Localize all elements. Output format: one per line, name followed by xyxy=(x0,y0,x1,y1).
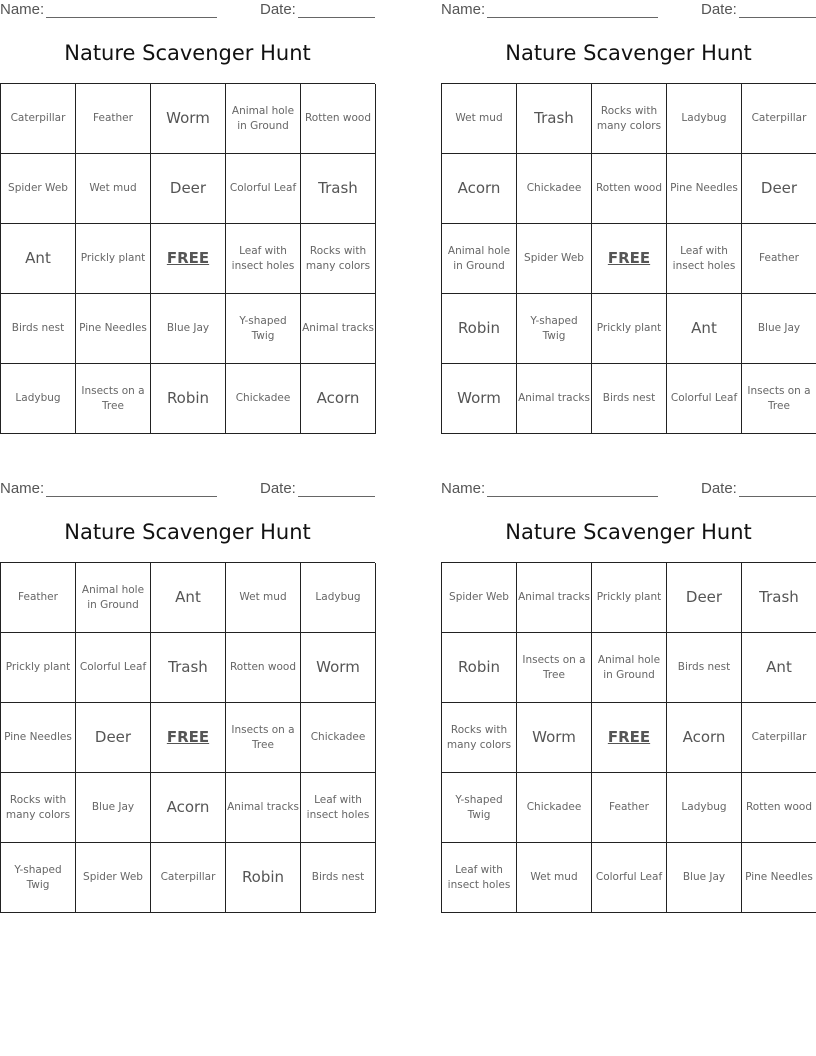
name-date-line xyxy=(0,480,375,500)
bingo-cell: Caterpillar xyxy=(742,84,816,154)
bingo-cell: Acorn xyxy=(151,773,226,843)
bingo-cell: Spider Web xyxy=(517,224,592,294)
name-date-line xyxy=(441,480,816,500)
bingo-cell: Colorful Leaf xyxy=(76,633,151,703)
bingo-cell: Y-shaped Twig xyxy=(226,294,301,364)
bingo-cell: Animal hole in Ground xyxy=(226,84,301,154)
bingo-cell: Ant xyxy=(1,224,76,294)
bingo-card xyxy=(441,0,816,435)
bingo-cell: Blue Jay xyxy=(742,294,816,364)
bingo-cell: Worm xyxy=(517,703,592,773)
bingo-cell: Ladybug xyxy=(667,84,742,154)
bingo-grid xyxy=(0,83,375,434)
bingo-cell: Feather xyxy=(1,563,76,633)
bingo-cell: Robin xyxy=(226,843,301,913)
bingo-card xyxy=(441,479,816,914)
name-label: Name: xyxy=(0,1,45,18)
bingo-cell: Leaf with insect holes xyxy=(226,224,301,294)
bingo-cell: Deer xyxy=(742,154,816,224)
bingo-cell: Ladybug xyxy=(667,773,742,843)
name-blank[interactable] xyxy=(487,496,658,497)
bingo-cell: Birds nest xyxy=(1,294,76,364)
bingo-card xyxy=(0,479,375,914)
bingo-grid xyxy=(441,83,816,434)
bingo-cell: Colorful Leaf xyxy=(667,364,742,434)
bingo-grid xyxy=(0,562,375,913)
card-title: Nature Scavenger Hunt xyxy=(64,41,311,65)
bingo-cell: Animal hole in Ground xyxy=(592,633,667,703)
bingo-cell: Leaf with insect holes xyxy=(301,773,376,843)
bingo-cell: Caterpillar xyxy=(742,703,816,773)
bingo-cell: Insects on a Tree xyxy=(76,364,151,434)
bingo-cell: Animal hole in Ground xyxy=(442,224,517,294)
bingo-cell: Colorful Leaf xyxy=(226,154,301,224)
bingo-cell: Animal tracks xyxy=(226,773,301,843)
bingo-cell: Leaf with insect holes xyxy=(442,843,517,913)
bingo-cell: Worm xyxy=(442,364,517,434)
bingo-cell: Feather xyxy=(592,773,667,843)
bingo-cell: Chickadee xyxy=(517,773,592,843)
bingo-cell: Chickadee xyxy=(226,364,301,434)
bingo-cell: Ant xyxy=(667,294,742,364)
name-date-line xyxy=(0,1,375,21)
card-title: Nature Scavenger Hunt xyxy=(505,520,752,544)
bingo-cell: Caterpillar xyxy=(1,84,76,154)
bingo-cell: Pine Needles xyxy=(1,703,76,773)
bingo-cell: Feather xyxy=(742,224,816,294)
bingo-cell: Rotten wood xyxy=(742,773,816,843)
bingo-cell: Blue Jay xyxy=(667,843,742,913)
bingo-cell: Acorn xyxy=(442,154,517,224)
bingo-cell: Robin xyxy=(442,294,517,364)
free-space: FREE xyxy=(592,703,667,773)
bingo-cell: Acorn xyxy=(667,703,742,773)
bingo-cell: Ant xyxy=(151,563,226,633)
name-date-line xyxy=(441,1,816,21)
bingo-cell: Worm xyxy=(301,633,376,703)
date-blank[interactable] xyxy=(739,496,816,497)
bingo-cell: Birds nest xyxy=(592,364,667,434)
bingo-cell: Robin xyxy=(442,633,517,703)
bingo-cell: Animal tracks xyxy=(517,364,592,434)
bingo-cell: Caterpillar xyxy=(151,843,226,913)
bingo-cell: Y-shaped Twig xyxy=(517,294,592,364)
name-blank[interactable] xyxy=(487,17,658,18)
bingo-cell: Prickly plant xyxy=(1,633,76,703)
free-space: FREE xyxy=(151,703,226,773)
bingo-cell: Y-shaped Twig xyxy=(442,773,517,843)
bingo-cell: Animal tracks xyxy=(517,563,592,633)
date-label: Date: xyxy=(260,480,296,497)
bingo-cell: Pine Needles xyxy=(76,294,151,364)
bingo-cell: Spider Web xyxy=(1,154,76,224)
bingo-cell: Rotten wood xyxy=(226,633,301,703)
bingo-cell: Blue Jay xyxy=(76,773,151,843)
bingo-cell: Ladybug xyxy=(301,563,376,633)
bingo-cell: Wet mud xyxy=(76,154,151,224)
bingo-cell: Deer xyxy=(76,703,151,773)
bingo-cell: Ant xyxy=(742,633,816,703)
bingo-cell: Pine Needles xyxy=(742,843,816,913)
card-title: Nature Scavenger Hunt xyxy=(505,41,752,65)
bingo-cell: Rotten wood xyxy=(592,154,667,224)
bingo-cell: Wet mud xyxy=(226,563,301,633)
bingo-cell: Pine Needles xyxy=(667,154,742,224)
bingo-cell: Y-shaped Twig xyxy=(1,843,76,913)
date-label: Date: xyxy=(701,480,737,497)
bingo-cell: Trash xyxy=(301,154,376,224)
bingo-cell: Wet mud xyxy=(442,84,517,154)
bingo-cell: Birds nest xyxy=(301,843,376,913)
name-label: Name: xyxy=(441,1,486,18)
bingo-cell: Rocks with many colors xyxy=(301,224,376,294)
bingo-cell: Rocks with many colors xyxy=(592,84,667,154)
bingo-cell: Worm xyxy=(151,84,226,154)
bingo-cell: Rocks with many colors xyxy=(1,773,76,843)
date-blank[interactable] xyxy=(298,496,375,497)
bingo-cell: Prickly plant xyxy=(592,563,667,633)
free-space: FREE xyxy=(151,224,226,294)
bingo-cell: Colorful Leaf xyxy=(592,843,667,913)
bingo-cell: Feather xyxy=(76,84,151,154)
bingo-cell: Trash xyxy=(151,633,226,703)
bingo-cell: Birds nest xyxy=(667,633,742,703)
bingo-cell: Insects on a Tree xyxy=(742,364,816,434)
name-blank[interactable] xyxy=(46,17,217,18)
bingo-cell: Prickly plant xyxy=(76,224,151,294)
bingo-cell: Spider Web xyxy=(76,843,151,913)
bingo-card xyxy=(0,0,375,435)
card-title: Nature Scavenger Hunt xyxy=(64,520,311,544)
bingo-cell: Insects on a Tree xyxy=(517,633,592,703)
bingo-cell: Trash xyxy=(742,563,816,633)
bingo-cell: Spider Web xyxy=(442,563,517,633)
bingo-cell: Deer xyxy=(667,563,742,633)
bingo-cell: Prickly plant xyxy=(592,294,667,364)
bingo-cell: Leaf with insect holes xyxy=(667,224,742,294)
bingo-cell: Insects on a Tree xyxy=(226,703,301,773)
date-label: Date: xyxy=(260,1,296,18)
bingo-cell: Chickadee xyxy=(517,154,592,224)
date-blank[interactable] xyxy=(298,17,375,18)
date-blank[interactable] xyxy=(739,17,816,18)
bingo-cell: Ladybug xyxy=(1,364,76,434)
bingo-cell: Animal hole in Ground xyxy=(76,563,151,633)
bingo-cell: Wet mud xyxy=(517,843,592,913)
bingo-cell: Chickadee xyxy=(301,703,376,773)
bingo-cell: Robin xyxy=(151,364,226,434)
date-label: Date: xyxy=(701,1,737,18)
bingo-cell: Blue Jay xyxy=(151,294,226,364)
bingo-cell: Acorn xyxy=(301,364,376,434)
name-label: Name: xyxy=(0,480,45,497)
bingo-cell: Trash xyxy=(517,84,592,154)
bingo-cell: Deer xyxy=(151,154,226,224)
bingo-cell: Rotten wood xyxy=(301,84,376,154)
free-space: FREE xyxy=(592,224,667,294)
bingo-cell: Animal tracks xyxy=(301,294,376,364)
name-blank[interactable] xyxy=(46,496,217,497)
bingo-grid xyxy=(441,562,816,913)
bingo-cell: Rocks with many colors xyxy=(442,703,517,773)
name-label: Name: xyxy=(441,480,486,497)
